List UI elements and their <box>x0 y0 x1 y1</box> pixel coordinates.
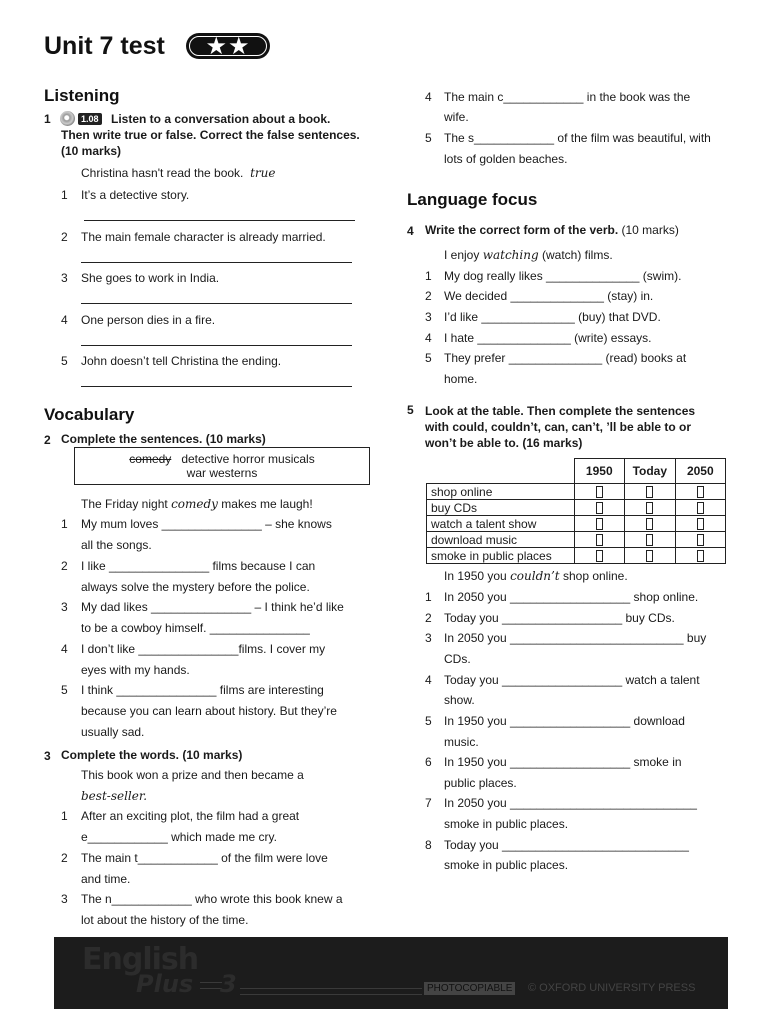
q1-number: 1 <box>44 112 51 126</box>
english-plus-logo-word2: Plus <box>136 970 194 998</box>
checkbox[interactable] <box>697 502 704 514</box>
q5-item-line2: music. <box>444 735 479 749</box>
q3-item-line1[interactable]: The main c____________ in the book was the <box>444 90 691 104</box>
q5-item-line1[interactable]: Today you __________________ buy CDs. <box>444 611 675 625</box>
q5-item-number: 7 <box>425 796 432 810</box>
q4-item-line1[interactable]: I’d like ______________ (buy) that DVD. <box>444 310 661 324</box>
q3-item-line2: lots of golden beaches. <box>444 152 568 166</box>
logo-line <box>200 988 222 989</box>
checkbox[interactable] <box>596 486 603 498</box>
q3-prompt: Complete the words. (10 marks) <box>61 748 243 762</box>
checkbox[interactable] <box>697 550 704 562</box>
q5-item-line1[interactable]: In 1950 you __________________ download <box>444 714 685 728</box>
q1-prompt: Listen to a conversation about a book. Then write true or false. Correct the false sentences. (10 marks) <box>61 112 360 158</box>
q4-number: 4 <box>407 224 414 238</box>
q4-item-number: 2 <box>425 289 432 303</box>
checkbox[interactable] <box>596 518 603 530</box>
q5-item-line1[interactable]: Today you ____________________________ <box>444 838 689 852</box>
vocabulary-heading: Vocabulary <box>44 405 135 424</box>
table-row <box>427 532 726 548</box>
q1-item-number: 3 <box>61 271 68 285</box>
q3-item-line1[interactable]: The n____________ who wrote this book knew a <box>81 892 343 906</box>
ability-table <box>426 458 726 564</box>
q5-item-line1[interactable]: In 2050 you __________________ shop online. <box>444 590 699 604</box>
q2-prompt: Complete the sentences. (10 marks) <box>61 432 266 446</box>
row-label: buy CDs <box>427 500 575 516</box>
q2-item-number: 5 <box>61 683 68 697</box>
q2-number: 2 <box>44 433 51 447</box>
checkbox[interactable] <box>697 518 704 530</box>
q2-item-line2: because you can learn about history. But they’re <box>81 704 337 718</box>
publisher-label: © OXFORD UNIVERSITY PRESS <box>528 982 696 994</box>
q4-item-number: 1 <box>425 269 432 283</box>
q2-item-line2: eyes with my hands. <box>81 663 190 677</box>
q4-example-pre: I enjoy <box>444 248 480 262</box>
q2-item-number: 1 <box>61 517 68 531</box>
q2-example-answer: comedy <box>171 497 218 511</box>
table-row <box>427 484 726 500</box>
q4-prompt-text: Write the correct form of the verb. <box>425 223 619 237</box>
q2-item-number: 4 <box>61 642 68 656</box>
q5-example <box>444 569 628 584</box>
q3-item-line2: and time. <box>81 872 131 886</box>
q4-item-line1[interactable]: They prefer ______________ (read) books at <box>444 351 687 365</box>
q3-item-line1[interactable]: The main t____________ of the film were love <box>81 851 328 865</box>
q2-example-post: makes me laugh! <box>221 497 313 511</box>
logo-line <box>200 982 222 983</box>
q1-example <box>81 166 275 181</box>
q3-item-number: 3 <box>61 892 68 906</box>
q4-example-post: (watch) films. <box>542 248 613 262</box>
q1-item-text: She goes to work in India. <box>81 271 220 285</box>
q2-item-number: 2 <box>61 559 68 573</box>
q1-item-text: John doesn’t tell Christina the ending. <box>81 354 282 368</box>
q3-item-line1: After an exciting plot, the film had a great <box>81 809 300 823</box>
q1-item-text: It’s a detective story. <box>81 188 190 202</box>
checkbox[interactable] <box>596 550 603 562</box>
q3-item-line1[interactable]: The s____________ of the film was beautiful, with <box>444 131 711 145</box>
checkbox[interactable] <box>646 486 653 498</box>
q5-example-pre: In 1950 you <box>444 569 507 583</box>
checkbox[interactable] <box>646 550 653 562</box>
q4-prompt <box>425 223 679 237</box>
checkbox[interactable] <box>646 518 653 530</box>
answer-line[interactable] <box>81 345 352 346</box>
q2-item-number: 3 <box>61 600 68 614</box>
q5-example-answer: couldn’t <box>510 569 560 583</box>
column-header-2050: 2050 <box>675 459 725 484</box>
q5-item-line1[interactable]: Today you __________________ watch a talent <box>444 673 700 687</box>
q3-item-number: 1 <box>61 809 68 823</box>
q5-item-number: 8 <box>425 838 432 852</box>
q4-marks: (10 marks) <box>621 223 679 237</box>
table-row <box>427 548 726 564</box>
track-number: 1.08 <box>78 113 102 125</box>
q4-item-line1[interactable]: I hate ______________ (write) essays. <box>444 331 652 345</box>
q3-example-line1: This book won a prize and then became a <box>81 768 304 782</box>
q2-item-line1[interactable]: I think _______________ films are interesting <box>81 683 324 697</box>
q2-example <box>81 497 313 512</box>
q4-example-answer: watching <box>482 248 539 262</box>
q5-item-line1[interactable]: In 2050 you __________________________ buy <box>444 631 707 645</box>
word-box-line1: detective horror musicals <box>181 452 315 466</box>
table-corner <box>427 459 575 484</box>
listening-heading: Listening <box>44 86 120 105</box>
checkbox[interactable] <box>646 534 653 546</box>
q2-item-line2[interactable]: to be a cowboy himself. _______________ <box>81 621 310 635</box>
table-row <box>427 516 726 532</box>
word-box-example-word: comedy <box>129 452 172 466</box>
q4-example <box>444 248 613 263</box>
checkbox[interactable] <box>646 502 653 514</box>
difficulty-badge <box>186 33 270 59</box>
column-header-today: Today <box>624 459 675 484</box>
q2-item-line1[interactable]: My dad likes _______________ – I think he’d like <box>81 600 344 614</box>
column-header-1950: 1950 <box>574 459 624 484</box>
q5-prompt: Look at the table. Then complete the sentences with could, couldn’t, can, can’t, ’ll be able to or won’t be able to. (16 marks) <box>425 404 696 450</box>
q5-number: 5 <box>407 403 414 417</box>
q3-number: 3 <box>44 749 51 763</box>
word-box-line2: war westerns <box>186 466 258 480</box>
footer-divider-line <box>240 988 422 989</box>
q1-example-text: Christina hasn't read the book. <box>81 166 244 180</box>
row-label: download music <box>427 532 575 548</box>
q2-item-line1[interactable]: My mum loves _______________ – she knows <box>81 517 332 531</box>
q5-item-number: 5 <box>425 714 432 728</box>
answer-line[interactable] <box>81 262 352 263</box>
language-focus-heading: Language focus <box>407 190 538 209</box>
q2-item-line1[interactable]: I don’t like _______________films. I cover my <box>81 642 326 656</box>
q5-item-number: 2 <box>425 611 432 625</box>
q3-item-number: 5 <box>425 131 432 145</box>
table-header-row <box>427 459 726 484</box>
q1-item-number: 2 <box>61 230 68 244</box>
q5-item-line1[interactable]: In 1950 you __________________ smoke in <box>444 755 682 769</box>
q3-item-line2[interactable]: e____________ which made me cry. <box>81 830 277 844</box>
answer-line[interactable] <box>81 386 352 387</box>
q3-item-line2: lot about the history of the time. <box>81 913 249 927</box>
q4-item-number: 4 <box>425 331 432 345</box>
table-row <box>427 500 726 516</box>
q5-item-line2: CDs. <box>444 652 471 666</box>
q4-item-line1[interactable]: We decided ______________ (stay) in. <box>444 289 654 303</box>
q1-item-text: The main female character is already married. <box>81 230 326 244</box>
q5-example-post: shop online. <box>562 569 628 583</box>
row-label: smoke in public places <box>427 548 575 564</box>
q5-item-line2: show. <box>444 693 475 707</box>
q2-item-line1[interactable]: I like _______________ films because I can <box>81 559 316 573</box>
q5-item-line2: smoke in public places. <box>444 817 569 831</box>
q4-item-number: 5 <box>425 351 432 365</box>
q3-example-answer: best-seller. <box>81 789 148 803</box>
checkbox[interactable] <box>596 502 603 514</box>
q5-item-number: 1 <box>425 590 432 604</box>
q1-item-number: 1 <box>61 188 68 202</box>
q5-item-line2: smoke in public places. <box>444 858 569 872</box>
q1-item-number: 5 <box>61 354 68 368</box>
checkbox[interactable] <box>697 486 704 498</box>
two-star-icon: ★★ <box>205 32 251 60</box>
q5-item-line1[interactable]: In 2050 you ____________________________ <box>444 796 697 810</box>
q1-item-text: One person dies in a fire. <box>81 313 216 327</box>
q1-example-answer: true <box>250 166 276 180</box>
word-box <box>74 447 370 485</box>
q2-item-line2: all the songs. <box>81 538 152 552</box>
answer-line[interactable] <box>81 303 352 304</box>
photocopiable-label: PHOTOCOPIABLE <box>424 982 515 995</box>
q2-example-pre: The Friday night <box>81 497 168 511</box>
answer-line[interactable] <box>84 220 355 221</box>
english-plus-logo-level: 3 <box>220 970 237 998</box>
q5-item-number: 3 <box>425 631 432 645</box>
q2-item-line2: always solve the mystery before the police. <box>81 580 310 594</box>
q5-item-number: 6 <box>425 755 432 769</box>
q4-item-line1[interactable]: My dog really likes ______________ (swim). <box>444 269 682 283</box>
q3-item-line2: wife. <box>444 110 469 124</box>
row-label: watch a talent show <box>427 516 575 532</box>
checkbox[interactable] <box>697 534 704 546</box>
q1-item-number: 4 <box>61 313 68 327</box>
q3-item-number: 2 <box>61 851 68 865</box>
row-label: shop online <box>427 484 575 500</box>
q4-item-line2: home. <box>444 372 478 386</box>
checkbox[interactable] <box>596 534 603 546</box>
page-title: Unit 7 test <box>44 32 165 60</box>
q2-item-line3: usually sad. <box>81 725 145 739</box>
footer-divider-line <box>240 994 422 995</box>
q5-item-number: 4 <box>425 673 432 687</box>
q5-item-line2: public places. <box>444 776 517 790</box>
q4-item-number: 3 <box>425 310 432 324</box>
english-plus-logo-word1: English <box>82 942 199 977</box>
q3-item-number: 4 <box>425 90 432 104</box>
